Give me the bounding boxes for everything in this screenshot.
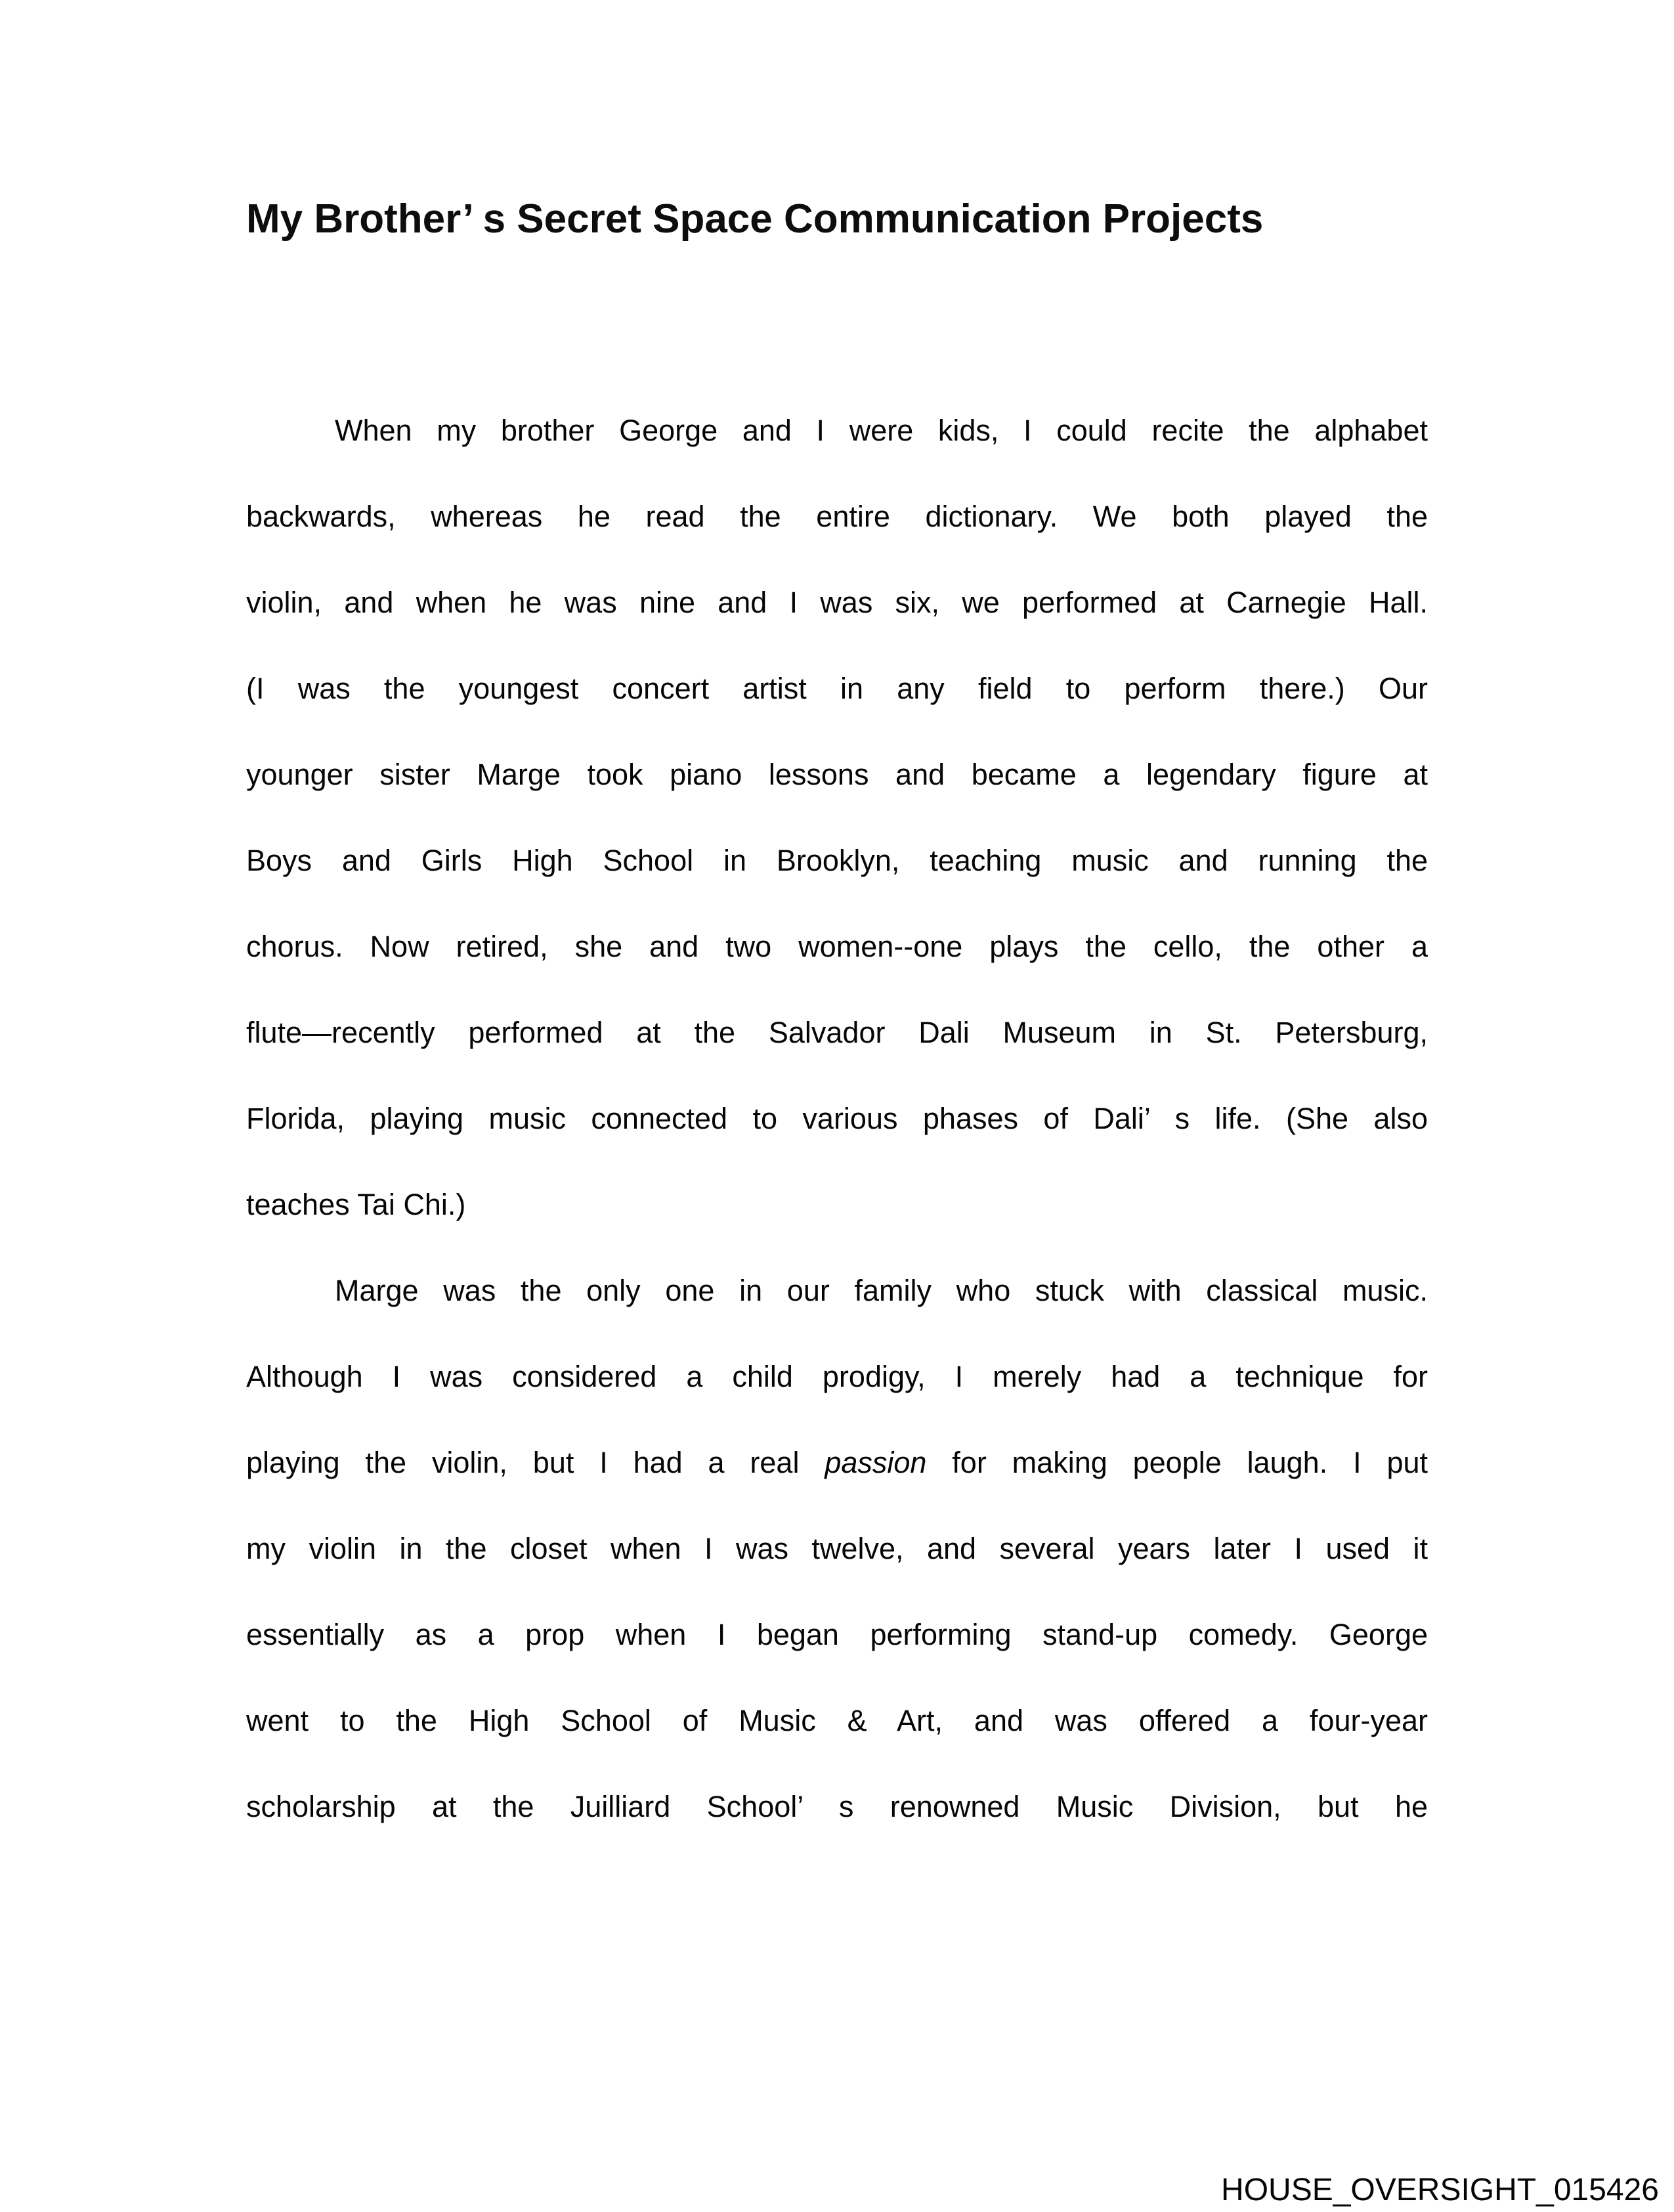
- text-line: [246, 1506, 1428, 1592]
- text-line: [246, 1161, 1428, 1247]
- text-segment: essentially as a prop when I began performing stand-up comedy. George: [246, 1618, 1428, 1651]
- text-segment: chorus. Now retired, she and two women--one plays the cello, the other a: [246, 930, 1428, 963]
- text-segment: violin, and when he was nine and I was six, we performed at Carnegie Hall.: [246, 586, 1428, 619]
- text-segment: (I was the youngest concert artist in any field to perform there.) Our: [246, 672, 1428, 705]
- text-segment: teaches Tai Chi.): [246, 1188, 466, 1221]
- text-segment: Marge was the only one in our family who stuck with classical music.: [335, 1274, 1428, 1307]
- text-line: [246, 903, 1428, 989]
- text-line: [246, 473, 1428, 559]
- text-segment: younger sister Marge took piano lessons and became a legendary figure at: [246, 758, 1428, 791]
- text-line: [246, 1334, 1428, 1420]
- text-line: [246, 731, 1428, 817]
- text-line: [246, 1247, 1428, 1334]
- text-line: [246, 387, 1428, 473]
- text-line: [246, 1592, 1428, 1678]
- text-segment: my violin in the closet when I was twelve, and several years later I used it: [246, 1532, 1428, 1565]
- text-segment: Although I was considered a child prodigy, I merely had a technique for: [246, 1360, 1428, 1393]
- text-line: [246, 817, 1428, 903]
- text-line: [246, 1764, 1428, 1850]
- document-title: My Brother’ s Secret Space Communication Projects: [246, 196, 1264, 242]
- text-segment: Boys and Girls High School in Brooklyn, teaching music and running the: [246, 844, 1428, 877]
- text-segment: went to the High School of Music & Art, and was offered a four-year: [246, 1704, 1428, 1737]
- body-text: [246, 387, 1428, 1850]
- italic-text: passion: [825, 1446, 927, 1479]
- text-segment: backwards, whereas he read the entire dictionary. We both played the: [246, 500, 1428, 533]
- text-line: [246, 1420, 1428, 1506]
- text-segment: Florida, playing music connected to various phases of Dali’ s life. (She also: [246, 1102, 1428, 1135]
- text-line: [246, 559, 1428, 645]
- bates-number: HOUSE_OVERSIGHT_015426: [1221, 2173, 1659, 2207]
- text-segment: playing the violin, but I had a real: [246, 1446, 825, 1479]
- text-line: [246, 1678, 1428, 1764]
- text-segment: flute—recently performed at the Salvador Dali Museum in St. Petersburg,: [246, 1016, 1428, 1049]
- text-line: [246, 645, 1428, 731]
- text-segment: scholarship at the Juilliard School’ s renowned Music Division, but he: [246, 1790, 1428, 1823]
- text-line: [246, 1075, 1428, 1161]
- text-segment: When my brother George and I were kids, I could recite the alphabet: [335, 414, 1428, 447]
- text-segment: for making people laugh. I put: [926, 1446, 1428, 1479]
- text-line: [246, 989, 1428, 1075]
